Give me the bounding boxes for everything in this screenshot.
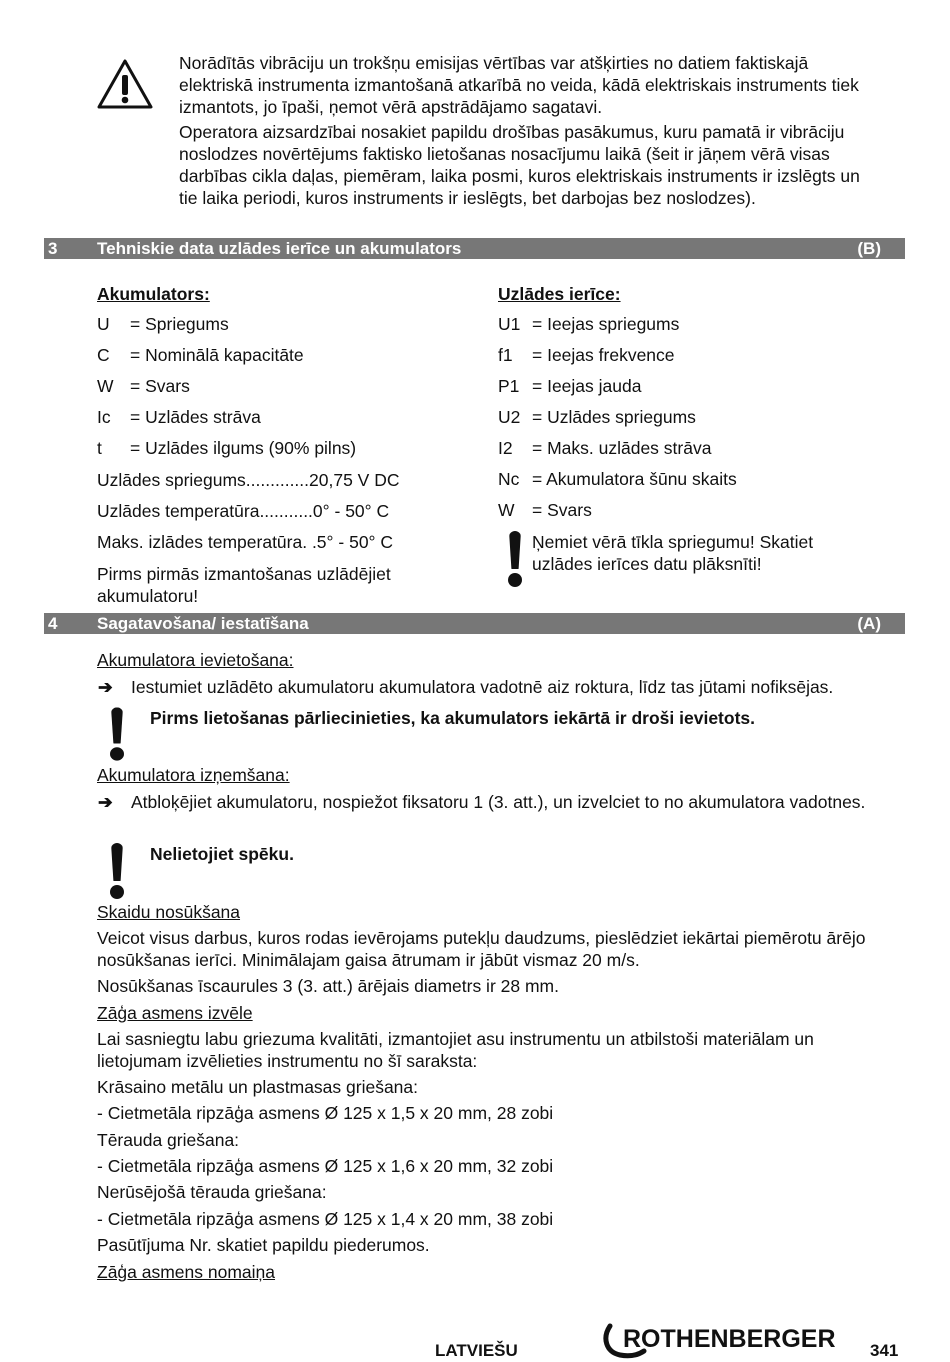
- spec-charge-voltage: Uzlādes spriegums.............20,75 V DC: [97, 470, 400, 490]
- dust-extraction-heading: Skaidu nosūkšana: [97, 902, 241, 922]
- symbol: U2: [498, 407, 521, 427]
- exclamation-icon: [108, 843, 128, 899]
- section-title: Sagatavošana/ iestatīšana: [97, 614, 309, 633]
- remove-step: Atbloķējiet akumulatoru, nospiežot fiksatoru 1 (3. att.), un izvelciet to no akumulatora vadotnes.: [131, 792, 866, 812]
- definition: = Ieejas jauda: [532, 376, 642, 396]
- insert-warning: Pirms lietošanas pārliecinieties, ka akumulators iekārtā ir droši ievietots.: [150, 708, 755, 728]
- battery-note: Pirms pirmās izmantošanas uzlādējiet akumulatoru!: [97, 564, 391, 606]
- symbol: P1: [498, 376, 520, 396]
- definition: = Uzlādes ilgums (90% pilns): [130, 438, 357, 458]
- definition: = Ieejas spriegums: [532, 314, 680, 334]
- blade-line: - Cietmetāla ripzāģa asmens Ø 125 x 1,4 x 20 mm, 38 zobi: [97, 1209, 554, 1229]
- intro-paragraph-1: Norādītās vibrāciju un trokšņu emisijas vērtības var atšķirties no datiem faktiskajā elektriskā instrumenta izmantošanā atkarībā no veida, kādā elektriskais instruments tiek izmantots, jo īpaši, ņemot vērā apstrādājamo sagatavi.: [179, 53, 859, 117]
- blade-line: - Cietmetāla ripzāģa asmens Ø 125 x 1,5 x 20 mm, 28 zobi: [97, 1103, 554, 1123]
- symbol: Nc: [498, 469, 520, 489]
- section-4-header: [44, 613, 905, 634]
- definition: = Spriegums: [130, 314, 229, 334]
- blade-line: - Cietmetāla ripzāģa asmens Ø 125 x 1,6 x 20 mm, 32 zobi: [97, 1156, 554, 1176]
- intro-paragraph-2: Operatora aizsardzībai nosakiet papildu drošības pasākumus, kuru pamatā ir vibrāciju noslodzes novērtējums faktisko lietošanas nosacījumu laikā (šeit ir jāņem vērā visas darbības cikla daļas, piemēram, laika posmi, kuros elektriskais instruments ir izslēgts un tie laika periodi, kuros instruments ir ieslēgts, bet darbojas bez noslodzes).: [179, 122, 860, 208]
- blade-paragraph: Lai sasniegtu labu griezuma kvalitāti, izmantojiet asu instrumentu un atbilstoši materiālam un lietojumam izvēlieties instrumentu no šī saraksta:: [97, 1029, 814, 1071]
- insert-battery-heading: Akumulatora ievietošana:: [97, 650, 294, 670]
- definition: = Nominālā kapacitāte: [130, 345, 304, 365]
- dust-paragraph-1: Veicot visus darbus, kuros rodas ievērojams putekļu daudzums, pieslēdziet iekārtai piemērotu ārējo nosūkšanas ierīci. Minimālajam gaisa ātrumam ir jābūt vismaz 20 m/s.: [97, 928, 866, 970]
- remove-warning: Nelietojiet spēku.: [150, 844, 294, 864]
- definition: = Uzlādes strāva: [130, 407, 261, 427]
- symbol: C: [97, 345, 110, 365]
- blade-line: Krāsaino metālu un plastmasas griešana:: [97, 1077, 419, 1097]
- symbol: W: [498, 500, 515, 520]
- symbol: U1: [498, 314, 521, 334]
- definition: = Ieejas frekvence: [532, 345, 675, 365]
- charger-symbol-list: [498, 313, 878, 533]
- spec-charge-temperature: Uzlādes temperatūra...........0° - 50° C: [97, 501, 390, 521]
- symbol: Ic: [97, 407, 111, 427]
- section-number: 4: [48, 614, 58, 633]
- section-figure-ref: (B): [857, 239, 881, 258]
- dust-paragraph-2: Nosūkšanas īscaurules 3 (3. att.) ārējais diametrs ir 28 mm.: [97, 976, 559, 996]
- warning-triangle-icon: [96, 58, 154, 110]
- spec-discharge-temperature: Maks. izlādes temperatūra. .5° - 50° C: [97, 532, 394, 552]
- symbol: f1: [498, 345, 513, 365]
- symbol: U: [97, 314, 110, 334]
- arrow-right-icon: ➔: [98, 677, 113, 697]
- exclamation-icon: [506, 531, 526, 587]
- section-number: 3: [48, 239, 58, 258]
- blade-selection-heading: Zāģa asmens izvēle: [97, 1003, 253, 1023]
- definition: = Maks. uzlādes strāva: [532, 438, 712, 458]
- exclamation-icon: [108, 707, 128, 760]
- blade-line: Nerūsējošā tērauda griešana:: [97, 1182, 327, 1202]
- remove-battery-heading: Akumulatora izņemšana:: [97, 765, 290, 785]
- blade-line: Tērauda griešana:: [97, 1130, 240, 1150]
- definition: = Svars: [130, 376, 190, 396]
- definition: = Akumulatora šūnu skaits: [532, 469, 737, 489]
- definition: = Uzlādes spriegums: [532, 407, 696, 427]
- rothenberger-logo: [600, 1322, 855, 1362]
- symbol: I2: [498, 438, 513, 458]
- page-number: 341: [870, 1341, 899, 1360]
- logo-wordmark: ROTHENBERGER: [623, 1325, 836, 1353]
- section-title: Tehniskie data uzlādes ierīce un akumulators: [97, 239, 462, 258]
- section-figure-ref: (A): [857, 614, 881, 633]
- footer-language: LATVIEŠU: [435, 1341, 518, 1360]
- insert-step: Iestumiet uzlādēto akumulatoru akumulatora vadotnē aiz roktura, līdz tas jūtami nofiksējas.: [131, 677, 834, 697]
- blade-line: Pasūtījuma Nr. skatiet papildu piederumos.: [97, 1235, 430, 1255]
- charger-heading: Uzlādes ierīce:: [498, 284, 621, 304]
- battery-heading: Akumulators:: [97, 284, 210, 304]
- symbol: t: [97, 438, 102, 458]
- section-3-header: [44, 238, 905, 259]
- arrow-right-icon: ➔: [98, 792, 113, 812]
- definition: = Svars: [532, 500, 592, 520]
- charger-voltage-note: Ņemiet vērā tīkla spriegumu! Skatiet uzlādes ierīces datu plāksnīti!: [532, 532, 814, 574]
- symbol: W: [97, 376, 114, 396]
- blade-replacement-heading: Zāģa asmens nomaiņa: [97, 1262, 276, 1282]
- battery-symbol-list: [97, 313, 477, 473]
